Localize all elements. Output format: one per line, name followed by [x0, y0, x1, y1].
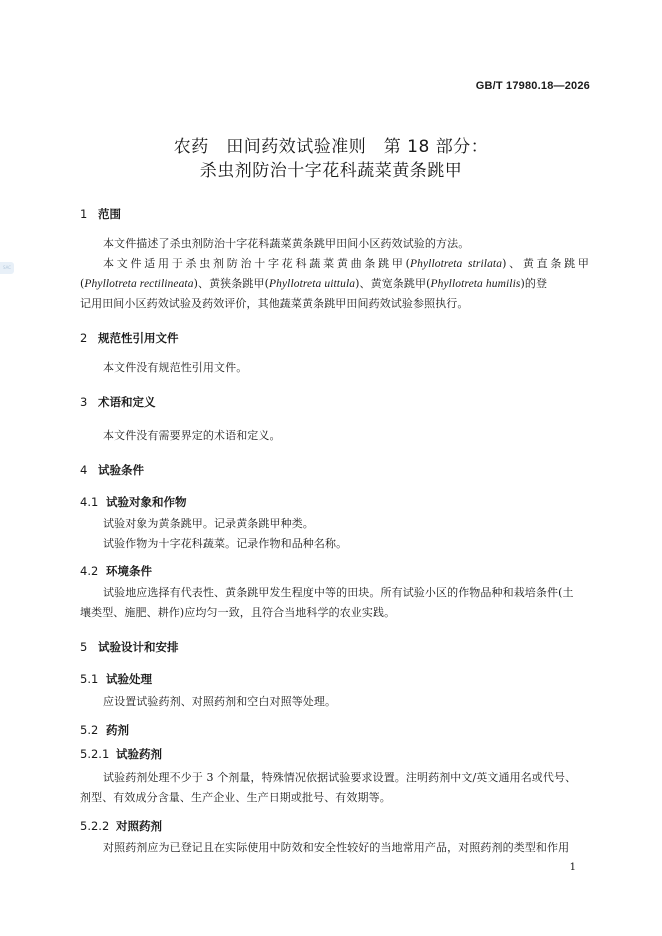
text-run: )、黄宽条跳甲(: [355, 277, 431, 290]
document-title-line2: 杀虫剂防治十字花科蔬菜黄条跳甲: [199, 161, 463, 181]
page-number: 1: [569, 862, 576, 873]
scope-paragraph-2-line1: [103, 254, 589, 274]
reference-agent-text: 对照药剂应为已登记且在实际使用中防效和安全性较好的当地常用产品，对照药剂的类型和作用: [103, 841, 570, 854]
section-heading-5-1: [80, 671, 152, 687]
section-heading-5-2-1: [80, 746, 162, 762]
environment-text-line2: 壤类型、施肥、耕作)应均匀一致，且符合当地科学的农业实践。: [80, 606, 396, 619]
section-number: 4.2: [80, 564, 99, 578]
test-agent-text-line1: 试验药剂处理不少于 3 个剂量，特殊情况依据试验要求设置。注明药剂中文/英文通用名或代号、: [103, 771, 577, 784]
section-title: 试验对象和作物: [106, 495, 187, 509]
text-run: (: [80, 277, 85, 290]
species-name: Phyllotreta strilata: [410, 258, 503, 270]
section-title: 环境条件: [106, 564, 152, 578]
species-name: Phyllotreta uittula: [268, 278, 356, 290]
test-agent-text-line2: 剂型、有效成分含量、生产企业、生产日期或批号、有效期等。: [80, 791, 391, 804]
species-name: Phyllotreta humilis: [430, 278, 521, 290]
section-heading-4-1: [80, 494, 187, 510]
section-title: 试验设计和安排: [98, 640, 179, 654]
section-title: 药剂: [106, 723, 129, 737]
scope-paragraph-2-line2: [80, 274, 589, 294]
section-heading-5: [80, 639, 179, 655]
environment-text-line1: 试验地应选择有代表性、黄条跳甲发生程度中等的田块。所有试验小区的作物品种和栽培条件(土: [103, 586, 574, 599]
section-number: 5.2: [80, 723, 99, 737]
section-heading-5-2: [80, 722, 129, 738]
section-title: 试验处理: [106, 672, 152, 686]
section-title: 范围: [98, 207, 121, 221]
section-number: 3: [80, 395, 88, 409]
section-title: 对照药剂: [116, 819, 162, 833]
text-run: )、黄直条跳甲: [502, 257, 589, 270]
section-heading-4: [80, 462, 144, 478]
text-run: )的登: [520, 277, 548, 290]
test-crop-text: 试验作物为十字花科蔬菜。记录作物和品种名称。: [103, 537, 348, 550]
section-title: 规范性引用文件: [98, 331, 179, 345]
scope-paragraph-2-line3: 记用田间小区药效试验及药效评价，其他蔬菜黄条跳甲田间药效试验参照执行。: [80, 297, 469, 310]
test-object-text: 试验对象为黄条跳甲。记录黄条跳甲种类。: [103, 517, 314, 530]
section-number: 4.1: [80, 495, 99, 509]
section-heading-5-2-2: [80, 818, 162, 834]
section-heading-4-2: [80, 563, 152, 579]
section-number: 5.2.2: [80, 819, 110, 833]
section-title: 术语和定义: [98, 395, 156, 409]
text-run: )、黄狭条跳甲(: [193, 277, 269, 290]
species-name: Phyllotreta rectilineata: [84, 278, 194, 290]
terms-definitions-text: 本文件没有需要界定的术语和定义。: [103, 429, 281, 442]
document-title-line1: 农药 田间药效试验准则 第 18 部分：: [173, 137, 489, 157]
section-number: 1: [80, 207, 88, 221]
section-number: 2: [80, 331, 88, 345]
text-run: 本文件适用于杀虫剂防治十字花科蔬菜黄曲条跳甲(: [103, 257, 410, 270]
section-heading-2: [80, 330, 179, 346]
section-number: 5.1: [80, 672, 99, 686]
treatment-text: 应设置试验药剂、对照药剂和空白对照等处理。: [103, 695, 337, 708]
section-title: 试验药剂: [116, 747, 162, 761]
section-heading-3: [80, 394, 156, 410]
section-heading-1: [80, 206, 121, 222]
standard-code: GB/T 17980.18—2026: [475, 80, 590, 92]
section-number: 4: [80, 463, 88, 477]
scope-paragraph-1: 本文件描述了杀虫剂防治十字花科蔬菜黄条跳甲田间小区药效试验的方法。: [103, 237, 470, 250]
normative-references-text: 本文件没有规范性引用文件。: [103, 361, 248, 374]
sac-watermark-logo: SAC: [0, 262, 14, 274]
section-number: 5: [80, 640, 88, 654]
section-number: 5.2.1: [80, 747, 110, 761]
section-title: 试验条件: [98, 463, 144, 477]
